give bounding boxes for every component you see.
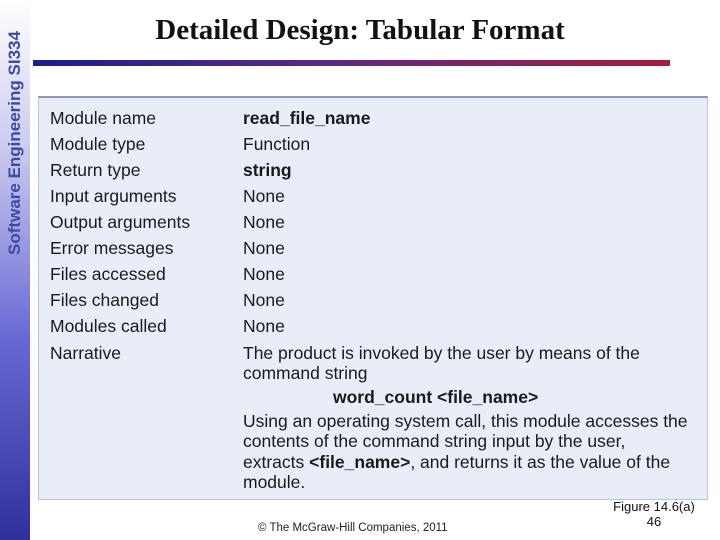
row-value-files-changed: None — [243, 290, 285, 310]
narrative-line-5-post: , and returns it as the value of the — [410, 452, 671, 472]
row-label-return-type: Return type — [50, 160, 141, 180]
copyright-notice: © The McGraw-Hill Companies, 2011 — [258, 522, 448, 534]
row-label-modules-called: Modules called — [50, 316, 167, 336]
row-value-output-arguments: None — [243, 212, 285, 232]
course-label — [3, 8, 27, 278]
narrative-line-5-pre: extracts — [243, 452, 310, 472]
row-value-modules-called: None — [243, 316, 285, 336]
narrative-line-4: contents of the command string input by the user, — [243, 431, 626, 451]
row-label-input-arguments: Input arguments — [50, 186, 177, 206]
narrative-line-2: command string — [243, 363, 368, 383]
narrative-line-1: The product is invoked by the user by means of the — [243, 343, 640, 363]
title-underline — [33, 60, 670, 66]
row-value-error-messages: None — [243, 238, 285, 258]
row-label-narrative: Narrative — [50, 343, 121, 363]
narrative-line-6: module. — [243, 472, 306, 492]
row-value-return-type: string — [243, 160, 292, 180]
row-label-files-changed: Files changed — [50, 290, 159, 310]
row-value-input-arguments: None — [243, 186, 285, 206]
page-number: 46 — [646, 514, 662, 529]
narrative-file-name-token: <file_name> — [309, 452, 411, 472]
slide-title: Detailed Design: Tabular Format — [155, 14, 565, 46]
row-value-module-type: Function — [243, 134, 311, 154]
row-label-files-accessed: Files accessed — [50, 264, 166, 284]
row-label-error-messages: Error messages — [50, 238, 174, 258]
narrative-command: word_count <file_name> — [333, 387, 539, 407]
row-label-module-name: Module name — [50, 108, 157, 128]
figure-reference — [604, 499, 704, 529]
figure-caption: Figure 14.6(a) — [613, 499, 695, 514]
row-value-files-accessed: None — [243, 264, 285, 284]
module-table — [38, 96, 708, 500]
row-label-module-type: Module type — [50, 134, 146, 154]
row-label-output-arguments: Output arguments — [50, 212, 191, 232]
narrative-line-5 — [243, 452, 698, 473]
narrative-line-3: Using an operating system call, this module accesses the — [243, 411, 688, 431]
row-value-module-name: read_file_name — [243, 108, 371, 128]
course-label-text: Software Engineering SI334 — [5, 31, 24, 255]
